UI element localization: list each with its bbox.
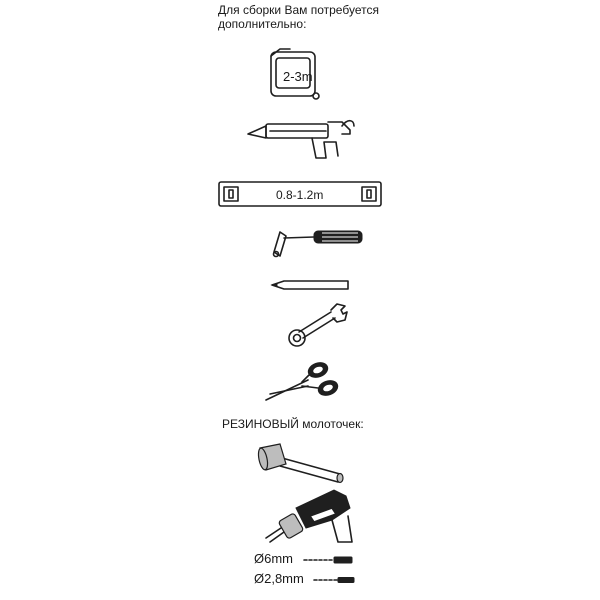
drill-bit-icon	[312, 574, 356, 586]
scissors-icon	[262, 358, 342, 404]
screwdriver-icon	[266, 226, 366, 262]
caulking-gun-icon	[246, 112, 356, 162]
drill-bit-label: Ø6mm	[254, 551, 293, 566]
rubber-mallet-icon	[256, 440, 348, 484]
pencil-icon	[270, 278, 350, 292]
tape-measure-label: 2-3m	[283, 69, 313, 84]
spirit-level-label: 0.8-1.2m	[276, 188, 324, 202]
drill-bit-label: Ø2,8mm	[254, 571, 304, 586]
mallet-heading: РЕЗИНОВЫЙ молоточек:	[222, 417, 364, 431]
drill-icon	[262, 486, 362, 546]
drill-bit-icon	[302, 554, 354, 566]
wrench-icon	[285, 300, 349, 348]
header-line-2: дополнительно:	[218, 17, 307, 31]
header-line-1: Для сборки Вам потребуется	[218, 3, 379, 17]
